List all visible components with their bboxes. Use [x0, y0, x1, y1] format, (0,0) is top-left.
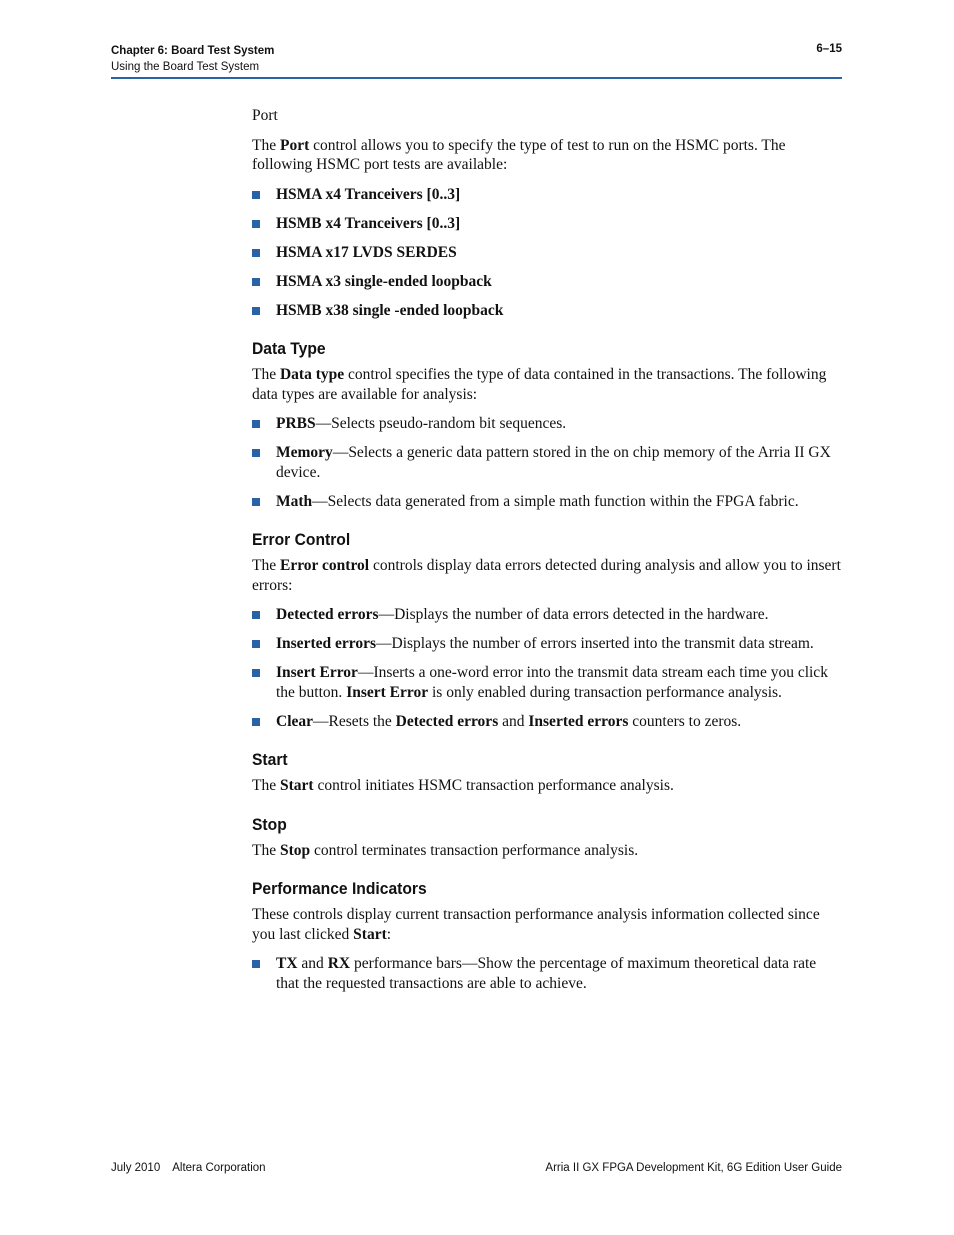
list-item: Insert Error—Inserts a one-word error into the transmit data stream each time you click the button. Insert Error is only enabled during transaction performance analysis.	[252, 663, 842, 702]
bullet-icon	[252, 278, 260, 286]
data-type-intro: The Data type control specifies the type of data contained in the transactions. The following data types are available for analysis:	[252, 366, 827, 403]
list-item: HSMA x17 LVDS SERDES	[252, 243, 842, 263]
stop-text: The Stop control terminates transaction performance analysis.	[252, 841, 639, 859]
section-title: Using the Board Test System	[111, 61, 260, 73]
data-type-list	[252, 414, 842, 511]
list-item: HSMA x4 Tranceivers [0..3]	[252, 185, 842, 205]
performance-list	[252, 954, 842, 993]
bullet-icon	[252, 307, 260, 315]
port-label: Port	[252, 107, 278, 124]
stop-heading: Stop	[252, 814, 287, 834]
page-number: 6–15	[816, 43, 842, 55]
list-item: Detected errors—Displays the number of data errors detected in the hardware.	[252, 605, 842, 625]
bullet-icon	[252, 449, 260, 457]
footer-date: July 2010	[111, 1162, 161, 1174]
bullet-icon	[252, 640, 260, 648]
footer-guide-title: Arria II GX FPGA Development Kit, 6G Edition User Guide	[545, 1162, 842, 1174]
error-control-heading: Error Control	[252, 530, 351, 549]
error-control-intro: The Error control controls display data errors detected during analysis and allow you to insert errors:	[252, 557, 841, 594]
bullet-icon	[252, 611, 260, 619]
bullet-icon	[252, 249, 260, 257]
page-footer-left	[111, 1162, 266, 1174]
bullet-icon	[252, 220, 260, 228]
start-heading: Start	[252, 750, 288, 769]
error-control-list	[252, 605, 842, 731]
header-rule	[111, 77, 842, 79]
port-test-list	[252, 185, 842, 321]
bullet-icon	[252, 498, 260, 506]
page-header	[111, 43, 274, 75]
list-item: HSMA x3 single-ended loopback	[252, 272, 842, 292]
list-item: Clear—Resets the Detected errors and Inserted errors counters to zeros.	[252, 712, 842, 732]
list-item: PRBS—Selects pseudo-random bit sequences.	[252, 414, 842, 434]
bullet-icon	[252, 191, 260, 199]
port-intro: The Port control allows you to specify the type of test to run on the HSMC ports. The following HSMC port tests are available:	[252, 136, 786, 173]
list-item: HSMB x4 Tranceivers [0..3]	[252, 214, 842, 234]
bullet-icon	[252, 960, 260, 968]
list-item: Math—Selects data generated from a simple math function within the FPGA fabric.	[252, 492, 842, 512]
data-type-heading: Data Type	[252, 339, 326, 358]
start-text: The Start control initiates HSMC transaction performance analysis.	[252, 777, 674, 794]
bullet-icon	[252, 718, 260, 726]
list-item: TX and RX performance bars—Show the percentage of maximum theoretical data rate that the requested transactions are able to achieve.	[252, 954, 842, 993]
performance-indicators-heading: Performance Indicators	[252, 879, 427, 898]
list-item: HSMB x38 single -ended loopback	[252, 301, 842, 321]
bullet-icon	[252, 420, 260, 428]
bullet-icon	[252, 669, 260, 677]
list-item: Inserted errors—Displays the number of errors inserted into the transmit data stream.	[252, 634, 842, 654]
chapter-title: Chapter 6: Board Test System	[111, 45, 275, 57]
main-content	[252, 106, 842, 1003]
performance-intro: These controls display current transaction performance analysis information collected since you last clicked Start:	[252, 906, 820, 943]
footer-company: Altera Corporation	[172, 1162, 266, 1174]
list-item: Memory—Selects a generic data pattern stored in the on chip memory of the Arria II GX device.	[252, 443, 842, 482]
